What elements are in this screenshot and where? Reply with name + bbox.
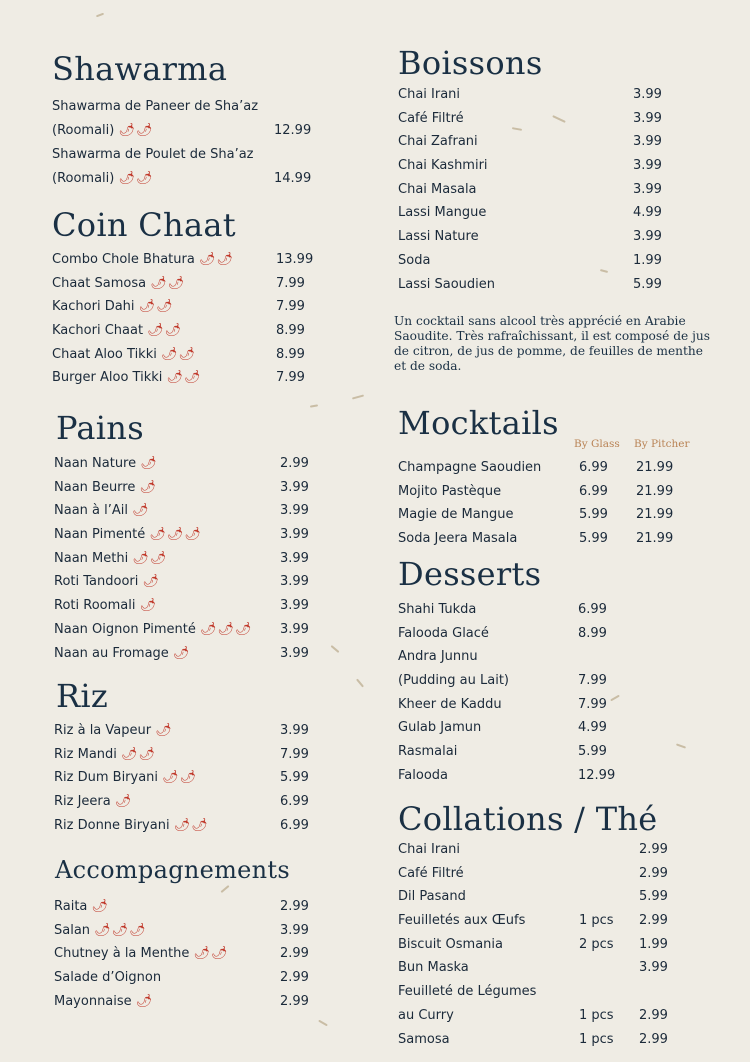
menu-item: [398, 503, 718, 527]
item-price: 3.99: [280, 527, 309, 543]
shawarma-list: [52, 95, 312, 191]
menu-item: [52, 95, 312, 143]
chili-pepper-icon: [150, 276, 185, 291]
menu-item: [398, 225, 718, 249]
chili-pepper-icon: [94, 923, 147, 938]
item-price: 2.99: [639, 913, 668, 929]
menu-item: [398, 154, 718, 178]
column-header-pitcher: By Pitcher: [634, 438, 690, 450]
item-price: 7.99: [276, 370, 305, 386]
item-name-wrap: [54, 814, 209, 838]
item-price: 3.99: [633, 110, 662, 126]
paper-speck: [352, 394, 364, 399]
menu-item: [54, 499, 312, 523]
item-price: 3.99: [280, 621, 309, 637]
chili-pepper-icon: [161, 347, 196, 362]
price-pitcher: 21.99: [636, 507, 674, 523]
section-chaat: [52, 206, 312, 390]
item-name: Falooda Glacé: [398, 625, 489, 641]
item-name: Rasmalai: [398, 744, 458, 760]
item-name-wrap: [398, 273, 495, 297]
item-name: Chai Irani: [398, 87, 461, 102]
section-title: Accompagnements: [55, 856, 290, 884]
menu-item: [54, 594, 312, 618]
item-name: Champagne Saoudien: [398, 460, 542, 475]
menu-item: [54, 476, 312, 500]
item-name: Andra Junnu: [398, 649, 478, 665]
menu-item: [398, 716, 718, 740]
chili-pepper-icon: [162, 770, 197, 785]
menu-item: [54, 618, 312, 642]
menu-item: [398, 909, 718, 933]
item-price: 5.99: [578, 744, 607, 760]
menu-item: [398, 1028, 718, 1052]
paper-speck: [356, 679, 364, 688]
chili-pepper-icon: [142, 574, 160, 589]
section-mocktails: [398, 404, 718, 551]
item-price: 3.99: [633, 134, 662, 150]
menu-item: [52, 319, 312, 343]
item-name-wrap: [398, 693, 502, 717]
collations-list: [398, 838, 718, 1051]
item-price: 12.99: [274, 122, 312, 138]
item-name: Chai Zafrani: [398, 134, 478, 150]
item-name: Café Filtré: [398, 865, 464, 881]
chili-pepper-icon: [147, 323, 182, 338]
menu-item: [54, 766, 312, 790]
item-name-wrap: [398, 622, 489, 646]
menu-item: [52, 343, 312, 367]
item-name: Naan Methi: [54, 550, 129, 566]
item-price: 3.99: [633, 181, 662, 197]
item-name: Chutney à la Menthe: [54, 946, 190, 962]
item-name-wrap: [54, 523, 202, 547]
item-name-wrap: [398, 740, 457, 764]
item-price: 3.99: [633, 87, 662, 102]
item-price: 3.99: [633, 229, 662, 245]
chili-pepper-icon: [91, 899, 109, 914]
item-name-wrap: [398, 201, 486, 225]
price-glass: 5.99: [579, 507, 608, 523]
item-name-wrap: [54, 594, 157, 618]
item-name-wrap: [54, 642, 190, 666]
boissons-list: [398, 83, 718, 296]
menu-item: [54, 790, 312, 814]
section-accompagnements: [52, 855, 312, 1013]
item-name: Naan Beurre: [54, 479, 136, 495]
item-quantity: 2 pcs: [579, 936, 614, 952]
paper-speck: [96, 13, 104, 18]
item-name: Salan: [54, 922, 91, 938]
menu-item: [398, 201, 718, 225]
item-name-wrap: [52, 319, 182, 343]
item-name-wrap: [398, 249, 430, 273]
item-price: 5.99: [280, 770, 309, 786]
paper-speck: [318, 1020, 328, 1027]
menu-item: [398, 956, 718, 980]
item-price: 3.99: [280, 574, 309, 590]
item-name-wrap: [52, 248, 234, 272]
chili-pepper-icon: [166, 370, 201, 385]
menu-item: [398, 838, 718, 862]
item-quantity: 1 pcs: [579, 1007, 614, 1023]
paper-speck: [331, 645, 340, 653]
item-name-wrap: [52, 272, 185, 296]
price-glass: 6.99: [579, 460, 608, 475]
item-name: Feuilletés aux Œufs: [398, 913, 526, 929]
item-price: 8.99: [578, 625, 607, 641]
item-name: Lassi Saoudien: [398, 276, 496, 292]
item-name-wrap: [398, 225, 479, 249]
column-header-glass: By Glass: [574, 438, 620, 450]
menu-item: [54, 942, 312, 966]
riz-list: [54, 719, 312, 837]
item-name-wrap: [52, 343, 196, 367]
chili-pepper-icon: [132, 551, 167, 566]
item-name: Biscuit Osmania: [398, 936, 503, 952]
section-title: Riz: [56, 677, 109, 715]
section-shawarma: [52, 50, 312, 191]
item-price: 6.99: [280, 817, 309, 833]
item-name-wrap: [54, 499, 150, 523]
item-name: Raita: [54, 899, 88, 914]
chili-pepper-icon: [173, 646, 191, 661]
menu-item: [52, 143, 312, 191]
menu-item: [398, 645, 718, 669]
item-quantity: 1 pcs: [579, 1031, 614, 1047]
menu-item: [398, 178, 718, 202]
menu-item: [398, 83, 718, 107]
section-title: Coin Chaat: [52, 206, 236, 244]
pains-list: [54, 452, 312, 665]
price-pitcher: 21.99: [636, 460, 674, 475]
chili-pepper-icon: [139, 598, 157, 613]
item-name: Bun Maska: [398, 960, 469, 976]
menu-item: [398, 669, 718, 693]
item-price: 5.99: [639, 889, 668, 905]
price-pitcher: 21.99: [636, 483, 674, 499]
item-price: 1.99: [639, 936, 668, 952]
item-name-wrap: [54, 452, 158, 476]
section-boissons: [394, 44, 718, 373]
section-desserts: [398, 555, 718, 788]
chili-pepper-icon: [118, 171, 153, 186]
section-collations: [398, 800, 718, 1051]
menu-item: [398, 249, 718, 273]
item-name-wrap: [54, 476, 157, 500]
item-quantity: 1 pcs: [579, 913, 614, 929]
item-name-wrap: [398, 107, 464, 131]
item-name-wrap: [54, 743, 156, 767]
item-name: Shahi Tukda: [398, 602, 477, 617]
chili-pepper-icon: [136, 994, 154, 1009]
menu-item: [54, 743, 312, 767]
menu-item: [52, 248, 312, 272]
item-name: Combo Chole Bhatura: [52, 252, 195, 267]
item-name: Riz à la Vapeur: [54, 723, 152, 738]
item-name-wrap: [54, 942, 228, 966]
item-name-wrap: [398, 130, 478, 154]
item-price: 2.99: [639, 865, 668, 881]
item-price: 3.99: [280, 922, 309, 938]
item-name: (Pudding au Lait): [398, 673, 509, 689]
item-name: Burger Aloo Tikki: [52, 370, 163, 386]
item-price: 3.99: [633, 158, 662, 174]
item-name-wrap: [54, 966, 161, 990]
chili-pepper-icon: [149, 527, 202, 542]
item-name: Naan Oignon Pimenté: [54, 621, 196, 637]
item-name: Roti Tandoori: [54, 574, 139, 590]
item-price: 12.99: [578, 767, 616, 783]
mocktails-list: [398, 456, 718, 551]
menu-item: [398, 622, 718, 646]
item-name: Chai Masala: [398, 181, 477, 197]
section-riz: [52, 677, 312, 837]
item-price: 2.99: [639, 1007, 668, 1023]
menu-item: [54, 642, 312, 666]
item-name: Riz Jeera: [54, 794, 111, 810]
item-price: 7.99: [276, 299, 305, 315]
menu-item: [398, 693, 718, 717]
item-name: Riz Mandi: [54, 746, 117, 762]
chili-pepper-icon: [200, 622, 253, 637]
item-price: 8.99: [276, 346, 305, 362]
item-name-wrap: [54, 790, 132, 814]
menu-item: [398, 1004, 718, 1028]
item-price: 3.99: [280, 723, 309, 738]
item-price: 2.99: [280, 970, 309, 986]
item-name: Chai Irani: [398, 842, 461, 857]
chili-pepper-icon: [199, 252, 234, 267]
section-title: Shawarma: [52, 50, 228, 88]
item-name: Lassi Mangue: [398, 205, 487, 221]
menu-item: [398, 130, 718, 154]
chili-pepper-icon: [174, 818, 209, 833]
item-name: Roti Roomali: [54, 598, 136, 614]
menu-item: [398, 456, 718, 480]
chili-pepper-icon: [139, 480, 157, 495]
item-name-wrap: [398, 178, 477, 202]
menu-item: [54, 523, 312, 547]
desserts-list: [398, 598, 718, 788]
menu-item: [52, 366, 312, 390]
chili-pepper-icon: [121, 747, 156, 762]
item-name: Naan à l’Ail: [54, 503, 128, 519]
chaat-list: [52, 248, 312, 390]
item-name-wrap: [54, 766, 197, 790]
item-name: Kheer de Kaddu: [398, 696, 502, 712]
chili-pepper-icon: [132, 503, 150, 518]
item-name: Café Filtré: [398, 110, 464, 126]
item-price: 2.99: [639, 842, 668, 857]
item-price: 3.99: [639, 960, 668, 976]
item-name-wrap: [398, 716, 481, 740]
item-name-wrap: [54, 547, 167, 571]
menu-item: [52, 295, 312, 319]
item-name: Salade d’Oignon: [54, 970, 162, 986]
item-price: 7.99: [578, 673, 607, 689]
item-name: Kachori Chaat: [52, 323, 144, 339]
item-name-wrap: [54, 618, 252, 642]
chili-pepper-icon: [140, 456, 158, 471]
item-name: Samosa: [398, 1031, 450, 1047]
price-glass: 5.99: [579, 531, 608, 547]
item-name: Mayonnaise: [54, 993, 132, 1009]
section-title: Pains: [56, 409, 144, 447]
item-name: Chaat Samosa: [52, 275, 147, 291]
item-name-cont: (Roomali): [52, 122, 115, 138]
item-name-wrap: [398, 154, 488, 178]
menu-item: [54, 990, 312, 1014]
price-glass: 6.99: [579, 483, 608, 499]
item-name-wrap: [398, 764, 448, 788]
chili-pepper-icon: [118, 123, 153, 138]
chili-pepper-icon: [115, 794, 133, 809]
item-price: 14.99: [274, 170, 312, 186]
item-name-wrap: [54, 895, 109, 919]
menu-item: [398, 740, 718, 764]
menu-item: [398, 862, 718, 886]
section-title: Boissons: [398, 44, 543, 82]
item-name: Kachori Dahi: [52, 299, 135, 315]
item-name-wrap: [54, 990, 153, 1014]
item-name: Naan Nature: [54, 456, 137, 471]
item-name: Naan au Fromage: [54, 645, 169, 661]
item-name: Soda Jeera Masala: [398, 531, 518, 547]
item-price: 6.99: [280, 794, 309, 810]
item-name-wrap: [52, 366, 201, 390]
item-name: Magie de Mangue: [398, 507, 514, 523]
item-name-wrap: [52, 295, 174, 319]
menu-item: [398, 273, 718, 297]
section-pains: [52, 409, 312, 665]
item-price: 2.99: [280, 946, 309, 962]
item-name: Gulab Jamun: [398, 720, 482, 736]
item-name: Shawarma de Poulet de Sha’az: [52, 147, 254, 162]
item-name: Riz Donne Biryani: [54, 817, 170, 833]
section-title: Mocktails: [398, 404, 559, 442]
menu-item: [54, 547, 312, 571]
item-name-wrap: [54, 919, 147, 943]
item-name: Feuilleté de Légumes: [398, 984, 537, 1000]
menu-item: [398, 107, 718, 131]
item-name: Lassi Nature: [398, 229, 479, 245]
item-name-wrap: [398, 669, 509, 693]
item-price: 7.99: [276, 275, 305, 291]
section-title: Collations / Thé: [398, 800, 658, 838]
menu-item: [54, 719, 312, 743]
menu-item: [398, 885, 718, 909]
item-price: 7.99: [280, 746, 309, 762]
menu-item: [54, 919, 312, 943]
menu-item: [398, 764, 718, 788]
menu-item: [54, 814, 312, 838]
item-price: 7.99: [578, 696, 607, 712]
item-name: Riz Dum Biryani: [54, 770, 159, 786]
menu-item: [52, 272, 312, 296]
menu-item: [398, 480, 718, 504]
item-price: 8.99: [276, 323, 305, 339]
menu-item: [398, 980, 718, 1004]
menu-item: [398, 527, 718, 551]
item-price: 3.99: [280, 645, 309, 661]
lassi-note: Un cocktail sans alcool très apprécié en Arabie Saoudite. Très rafraîchissant, il est composé de jus de citron, de jus de pomme, de feuilles de menthe et de soda.: [394, 314, 710, 373]
item-price: 6.99: [578, 602, 607, 617]
item-price: 2.99: [280, 456, 309, 471]
chili-pepper-icon: [193, 946, 228, 961]
accompagnements-list: [54, 895, 312, 1013]
item-price: 1.99: [633, 252, 662, 268]
item-name-wrap: [54, 570, 160, 594]
item-price: 3.99: [280, 598, 309, 614]
menu-item: [398, 598, 718, 622]
item-price: 2.99: [280, 899, 309, 914]
menu-item: [54, 570, 312, 594]
price-pitcher: 21.99: [636, 531, 674, 547]
menu-item: [398, 933, 718, 957]
item-price: 2.99: [280, 993, 309, 1009]
item-name: Mojito Pastèque: [398, 483, 502, 499]
item-name: Chaat Aloo Tikki: [52, 346, 157, 362]
item-price: 4.99: [633, 205, 662, 221]
section-title: Desserts: [398, 555, 542, 593]
chili-pepper-icon: [155, 723, 173, 738]
item-name: Soda: [398, 252, 431, 268]
item-price: 13.99: [276, 252, 314, 267]
menu-item: [54, 895, 312, 919]
item-name-wrap: [54, 719, 173, 743]
item-name-cont: (Roomali): [52, 170, 115, 186]
item-name: Shawarma de Paneer de Sha’az: [52, 99, 259, 114]
item-name: au Curry: [398, 1007, 454, 1023]
item-name-wrap: [398, 83, 460, 107]
item-price: 3.99: [280, 550, 309, 566]
item-price: 3.99: [280, 503, 309, 519]
paper-speck: [310, 404, 318, 407]
chili-pepper-icon: [139, 299, 174, 314]
item-price: 4.99: [578, 720, 607, 736]
item-price: 2.99: [639, 1031, 668, 1047]
item-name: Naan Pimenté: [54, 527, 146, 543]
item-price: 3.99: [280, 479, 309, 495]
item-name: Chai Kashmiri: [398, 158, 488, 174]
menu-item: [54, 452, 312, 476]
item-name: Falooda: [398, 767, 448, 783]
item-name-wrap: [398, 598, 476, 622]
menu-item: [54, 966, 312, 990]
item-price: 5.99: [633, 276, 662, 292]
item-name-wrap: [398, 645, 478, 669]
item-name: Dil Pasand: [398, 889, 466, 905]
